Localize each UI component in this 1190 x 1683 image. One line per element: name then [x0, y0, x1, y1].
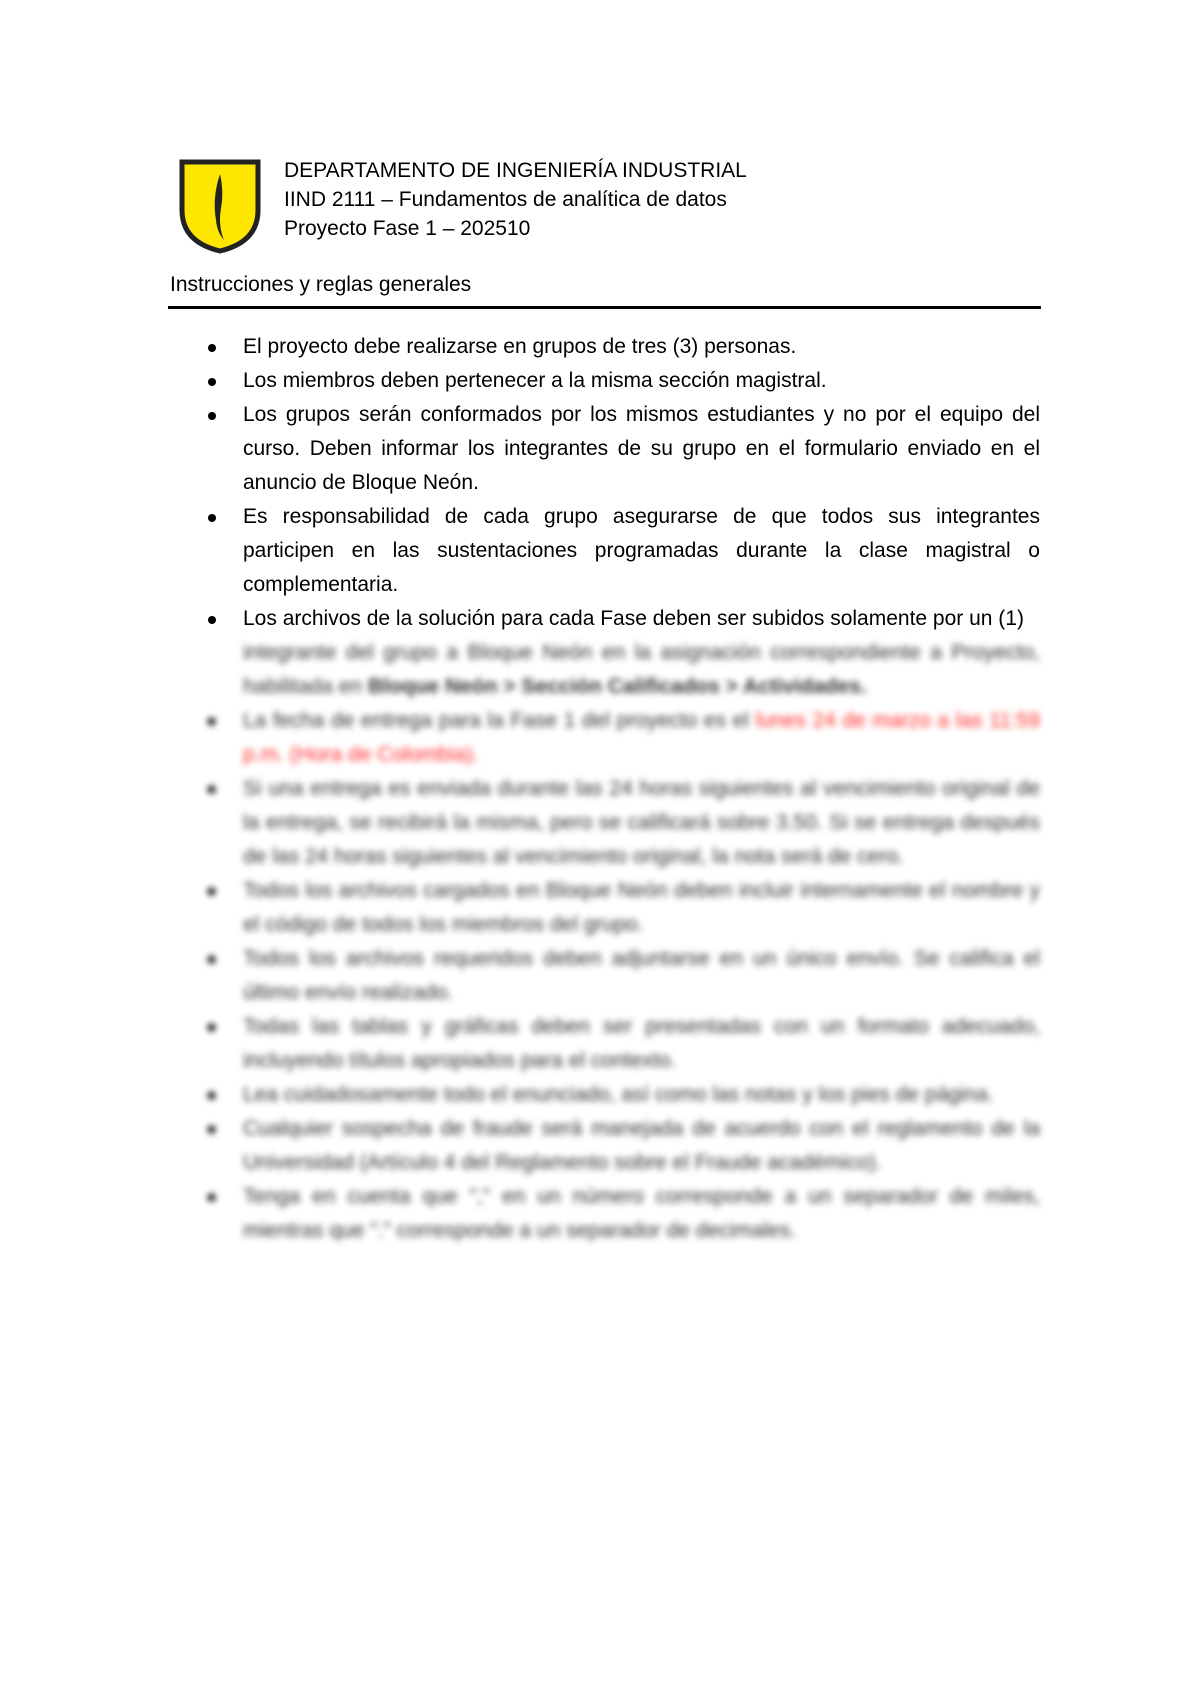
bullet-icon — [208, 378, 216, 386]
rule-text-continuation — [243, 636, 1040, 704]
list-item — [200, 704, 1040, 772]
project-title: Proyecto Fase 1 – 202510 — [284, 217, 531, 240]
bullet-icon — [208, 412, 216, 420]
bullet-icon — [208, 616, 216, 624]
rule-text: Cualquier sospecha de fraude será manejada de acuerdo con el reglamento de la Universidad (Artículo 4 del Reglamento sobre el Fraude académico). — [243, 1117, 1040, 1174]
list-item — [200, 772, 1040, 874]
list-item — [200, 398, 1040, 500]
bullet-icon — [208, 786, 215, 793]
rule-text: Todas las tablas y gráficas deben ser presentadas con un formato adecuado, incluyendo títulos apropiados para el contexto. — [243, 1015, 1040, 1072]
rule-text: Lea cuidadosamente todo el enunciado, así como las notas y los pies de página. — [243, 1083, 994, 1106]
section-title: Instrucciones y reglas generales — [170, 273, 472, 296]
list-item — [200, 330, 1040, 364]
deadline-text: lunes 24 de marzo a las 11:59 p.m. (Hora de Colombia). — [243, 709, 1040, 766]
list-item — [200, 500, 1040, 602]
rule-text: Todos los archivos cargados en Bloque Neón deben incluir internamente el nombre y el código de todos los miembros del grupo. — [243, 879, 1040, 936]
rule-text: Si una entrega es enviada durante las 24 horas siguientes al vencimiento original de la entrega, se recibirá la misma, pero se calificará sobre 3.50. Si se entrega después de las 24 horas siguientes al vencimiento original, la nota será de cero. — [243, 777, 1040, 868]
department-name: DEPARTAMENTO DE INGENIERÍA INDUSTRIAL — [284, 159, 747, 182]
list-item — [200, 602, 1040, 704]
bullet-icon — [208, 956, 215, 963]
list-item — [200, 942, 1040, 1010]
rule-text: Es responsabilidad de cada grupo asegurarse de que todos sus integrantes participen en las sustentaciones programadas durante la clase magistral o complementaria. — [243, 505, 1040, 596]
document-header — [178, 156, 1038, 256]
rule-text: Los miembros deben pertenecer a la misma sección magistral. — [243, 369, 827, 392]
section-divider — [168, 306, 1041, 309]
list-item — [200, 1180, 1040, 1248]
rule-text: Todos los archivos requeridos deben adjuntarse en un único envío. Se califica el último envío realizado. — [243, 947, 1040, 1004]
bullet-icon — [208, 1092, 215, 1099]
list-item — [200, 1010, 1040, 1078]
rule-text-continuation-body: integrante del grupo a Bloque Neón en la asignación correspondiente a Proyecto, habilitada en — [243, 641, 1040, 698]
rule-text: Los grupos serán conformados por los mismos estudiantes y no por el equipo del curso. Deben informar los integrantes de su grupo en el formulario enviado en el anuncio de Bloque Neón. — [243, 403, 1040, 494]
bullet-icon — [208, 1024, 215, 1031]
rule-text: Los archivos de la solución para cada Fase deben ser subidos solamente por un (1) — [243, 607, 1024, 630]
bullet-icon — [208, 344, 216, 352]
list-item — [200, 1112, 1040, 1180]
list-item — [200, 874, 1040, 942]
bullet-icon — [208, 1194, 215, 1201]
header-text-block — [284, 156, 747, 243]
university-shield-icon — [178, 158, 262, 254]
rule-text-bold: Bloque Neón > Sección Calificados > Actividades. — [367, 675, 867, 698]
rule-text: La fecha de entrega para la Fase 1 del proyecto es el — [243, 709, 749, 732]
list-item — [200, 364, 1040, 398]
bullet-icon — [208, 718, 215, 725]
rule-text: El proyecto debe realizarse en grupos de tres (3) personas. — [243, 335, 797, 358]
rule-text: Tenga en cuenta que "," en un número corresponde a un separador de miles, mientras que "." corresponde a un separador de decimales. — [243, 1185, 1040, 1242]
course-title: IIND 2111 – Fundamentos de analítica de datos — [284, 188, 727, 211]
list-item — [200, 1078, 1040, 1112]
rules-list — [200, 330, 1040, 1248]
bullet-icon — [208, 888, 215, 895]
bullet-icon — [208, 1126, 215, 1133]
bullet-icon — [208, 514, 216, 522]
